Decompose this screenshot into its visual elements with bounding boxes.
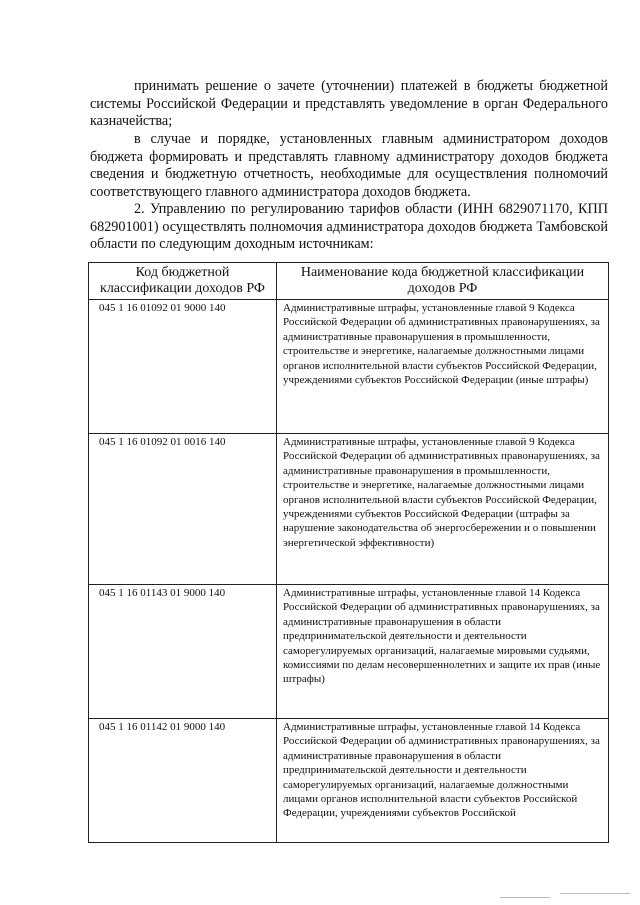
paragraph-reporting: в случае и порядке, установленных главным администратором доходов бюджета формировать и представлять главному администратору доходов бюджета сведения и бюджетную отчетность, необходимые для осуществления полномочий соответствующего главного администратора доходов бюджета.: [90, 131, 608, 200]
table-row: [89, 434, 609, 585]
header-code: Код бюджетной классификации доходов РФ: [89, 263, 277, 300]
code-cell: 045 1 16 01142 01 9000 140: [89, 719, 277, 843]
table-header-row: [89, 263, 609, 300]
code-cell: 045 1 16 01092 01 0016 140: [89, 434, 277, 585]
code-cell: 045 1 16 01143 01 9000 140: [89, 585, 277, 719]
scan-artifact-line: [560, 893, 630, 894]
name-cell: Административные штрафы, установленные главой 14 Кодекса Российской Федерации об административных правонарушениях, за административные правонарушения в области предпринимательской деятельности и деятельности саморегулируемых организаций, налагаемые должностными лицами органов исполнительной власти субъектов Российской Федерации, учреждениями субъектов Российской: [277, 719, 609, 843]
revenue-codes-table: [88, 262, 609, 843]
code-cell: 045 1 16 01092 01 9000 140: [89, 300, 277, 434]
name-cell: Административные штрафы, установленные главой 9 Кодекса Российской Федерации об административных правонарушениях, за административные правонарушения в промышленности, строительстве и энергетике, налагаемые должностными лицами органов исполнительной власти субъектов Российской Федерации, учреждениями субъектов Российской Федерации (иные штрафы): [277, 300, 609, 434]
name-cell: Административные штрафы, установленные главой 9 Кодекса Российской Федерации об административных правонарушениях, за административные правонарушения в промышленности, строительстве и энергетике, налагаемые должностными лицами органов исполнительной власти субъектов Российской Федерации, учреждениями субъектов Российской Федерации (штрафы за нарушение законодательства об энергосбережении и о повышении энергетической эффективности): [277, 434, 609, 585]
table-row: [89, 585, 609, 719]
paragraph-offset-decision: принимать решение о зачете (уточнении) платежей в бюджеты бюджетной системы Российской Федерации и представлять уведомление в орган Федерального казначейства;: [90, 78, 608, 130]
paragraph-tariff-department: 2. Управлению по регулированию тарифов области (ИНН 6829071170, КПП 682901001) осуществлять полномочия администратора доходов бюджета Тамбовской области по следующим доходным источникам:: [90, 201, 608, 253]
header-name: Наименование кода бюджетной классификации доходов РФ: [277, 263, 609, 300]
scan-artifact-line: [500, 897, 550, 898]
name-cell: Административные штрафы, установленные главой 14 Кодекса Российской Федерации об административных правонарушениях, за административные правонарушения в области предпринимательской деятельности и деятельности саморегулируемых организаций, налагаемые мировыми судьями, комиссиями по делам несовершеннолетних и защите их прав (иные штрафы): [277, 585, 609, 719]
table-row: [89, 719, 609, 843]
table-row: [89, 300, 609, 434]
